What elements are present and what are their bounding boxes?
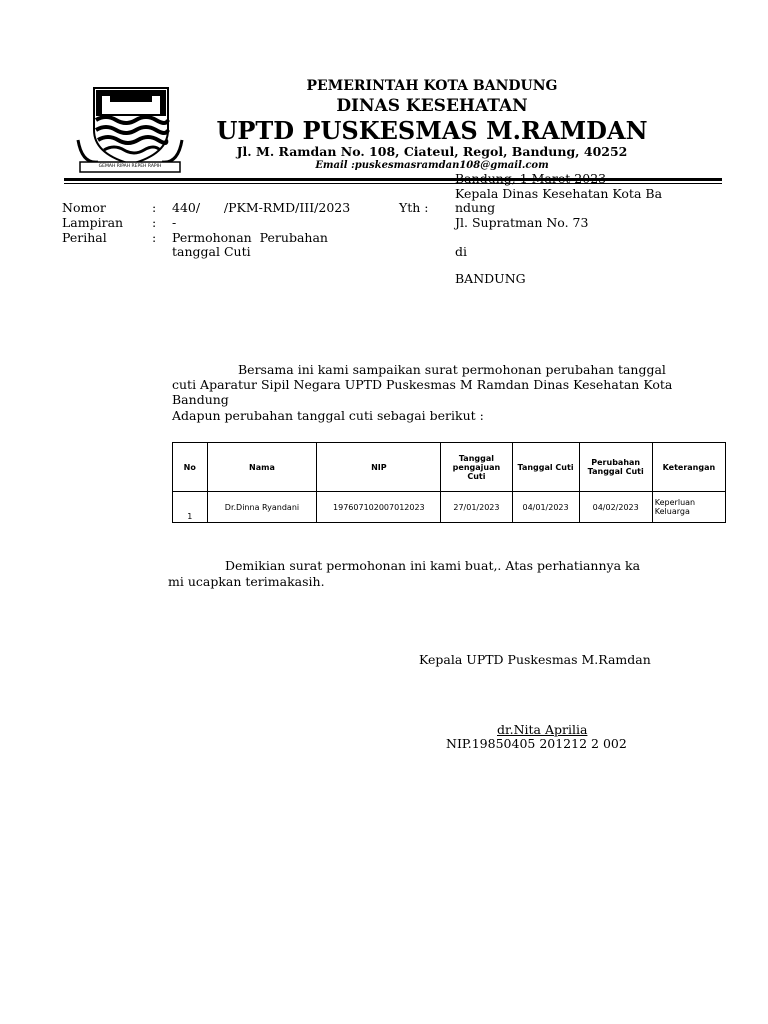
col-header-nip: NIP: [317, 443, 441, 492]
body-paragraph1-line2: cuti Aparatur Sipil Negara UPTD Puskesmas M Ramdan Dinas Kesehatan Kota: [172, 377, 673, 392]
nomor-label: Nomor: [62, 200, 106, 215]
body-paragraph2: Adapun perubahan tanggal cuti sebagai berikut :: [172, 408, 484, 423]
body-paragraph1-line1: Bersama ini kami sampaikan surat permohonan perubahan tanggal: [238, 362, 666, 377]
cell-tanggal-pengajuan: 27/01/2023: [441, 492, 512, 523]
table-header-row: [173, 443, 726, 492]
letterhead-divider-thick: [64, 178, 722, 181]
leave-change-table: [172, 442, 726, 523]
perihal-colon: :: [152, 230, 157, 245]
recipient-line2: ndung: [455, 200, 496, 215]
letterhead-government: PEMERINTAH KOTA BANDUNG: [306, 78, 558, 94]
cell-keterangan-line1: Keperluan: [654, 498, 696, 507]
col-header-perubahan-line1: Perubahan: [591, 458, 641, 467]
perihal-value-line2: tanggal Cuti: [172, 244, 251, 259]
perihal-value-line1: Permohonan Perubahan: [172, 230, 328, 245]
perihal-label: Perihal: [62, 230, 107, 245]
letterhead-divider-thin: [64, 183, 722, 184]
cell-keterangan: [652, 492, 725, 523]
signature-nip: NIP.19850405 201212 2 002: [446, 736, 627, 751]
cell-keterangan-line2: Keluarga: [654, 507, 690, 516]
cell-no: 1: [173, 492, 208, 523]
lampiran-value: -: [172, 215, 177, 230]
col-header-no: No: [173, 443, 208, 492]
closing-line1: Demikian surat permohonan ini kami buat,. Atas perhatiannya ka: [225, 558, 641, 573]
body-paragraph1-line3: Bandung: [172, 392, 229, 407]
letterhead-address: Jl. M. Ramdan No. 108, Ciateul, Regol, Bandung, 40252: [236, 144, 628, 159]
recipient-di: di: [455, 244, 467, 259]
letterhead-institution: UPTD PUSKESMAS M.RAMDAN: [216, 116, 648, 145]
signature-name: dr.Nita Aprilia: [497, 722, 588, 737]
letter-date: Bandung, 1 Maret 2023: [455, 171, 607, 186]
col-header-perubahan-line2: Tanggal Cuti: [587, 467, 644, 476]
signature-title: Kepala UPTD Puskesmas M.Ramdan: [419, 652, 651, 667]
table-row: [173, 492, 726, 523]
col-header-tanggal-pengajuan-line1: Tanggal: [458, 453, 494, 463]
col-header-keterangan: Keterangan: [652, 443, 725, 492]
lampiran-colon: :: [152, 215, 157, 230]
col-header-nama: Nama: [207, 443, 317, 492]
emblem-motto-ribbon: GEMAH RIPAH REPEH RAPIH: [98, 164, 162, 169]
col-header-tanggal-pengajuan-line2: pengajuan: [452, 462, 501, 472]
yth-label: Yth :: [399, 200, 429, 215]
recipient-address: Jl. Supratman No. 73: [455, 215, 589, 230]
cell-perubahan: 04/02/2023: [579, 492, 652, 523]
nomor-value: 440/ /PKM-RMD/III/2023: [172, 200, 351, 215]
nomor-colon: :: [152, 200, 157, 215]
cell-nama: Dr.Dinna Ryandani: [207, 492, 317, 523]
col-header-tanggal-pengajuan-line3: Cuti: [467, 471, 486, 481]
letterhead-department: DINAS KESEHATAN: [336, 96, 528, 116]
col-header-tanggal-cuti: Tanggal Cuti: [512, 443, 579, 492]
lampiran-label: Lampiran: [62, 215, 124, 230]
closing-line2: mi ucapkan terimakasih.: [168, 574, 325, 589]
letterhead-email: Email :puskesmasramdan108@gmail.com: [315, 160, 549, 171]
cell-tanggal-cuti: 04/01/2023: [512, 492, 579, 523]
cell-nip: 197607102007012023: [317, 492, 441, 523]
col-header-perubahan: [579, 443, 652, 492]
recipient-city: BANDUNG: [455, 271, 526, 286]
col-header-tanggal-pengajuan: [441, 443, 512, 492]
recipient-line1: Kepala Dinas Kesehatan Kota Ba: [455, 186, 663, 201]
